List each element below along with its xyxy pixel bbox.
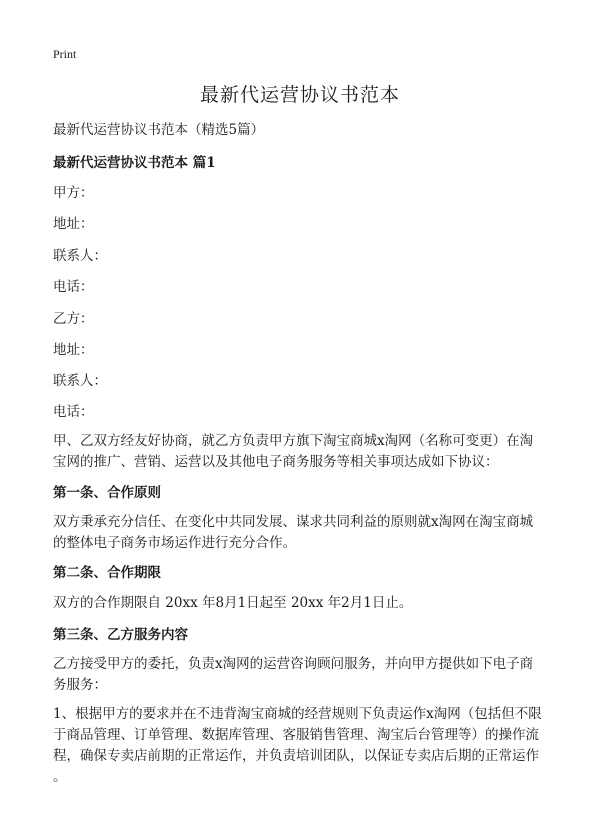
article3-intro-paragraph: [53, 654, 553, 696]
field-contact-b: 联系人：: [53, 373, 107, 389]
field-party-b: 乙方：: [53, 311, 94, 327]
article3-item1-line: 于商品管理、订单管理、数据库管理、客服销售管理、淘宝后台管理等）的操作流: [53, 727, 539, 743]
intro-paragraph: [53, 431, 553, 473]
document-title: 最新代运营协议书范本: [199, 84, 400, 106]
article1-paragraph: [53, 512, 553, 554]
field-phone-b: 电话：: [53, 404, 94, 420]
field-party-a: 甲方：: [53, 185, 94, 201]
article2-paragraph: [53, 593, 553, 614]
article1-line: 的整体电子商务市场运作进行充分合作。: [53, 535, 296, 551]
intro-line: 宝网的推广、营销、运营以及其他电子商务服务等相关事项达成如下协议：: [53, 454, 499, 470]
field-address-b: 地址：: [53, 342, 94, 358]
field-contact-a: 联系人：: [53, 248, 107, 264]
section-heading: 最新代运营协议书范本 篇1: [53, 155, 216, 171]
article3-item1-line: 程，确保专卖店前期的正常运作，并负责培训团队，以保证专卖店后期的正常运作: [53, 748, 539, 764]
document-subtitle: 最新代运营协议书范本（精选5篇）: [53, 122, 265, 138]
article1-heading: 第一条、合作原则: [53, 485, 161, 501]
article3-item1-line: 1、根据甲方的要求并在不违背淘宝商城的经营规则下负责运作x淘网（包括但不限: [53, 706, 542, 722]
article1-line: 双方秉承充分信任、在变化中共同发展、谋求共同利益的原则就x淘网在淘宝商城: [53, 514, 534, 530]
article2-heading: 第二条、合作期限: [53, 565, 161, 581]
print-label: Print: [53, 47, 77, 61]
article3-intro-line: 务服务：: [53, 677, 107, 693]
article2-line: 双方的合作期限自 20xx 年8月1日起至 20xx 年2月1日止。: [53, 595, 413, 611]
field-address-a: 地址：: [53, 216, 94, 232]
article3-intro-line: 乙方接受甲方的委托，负责x淘网的运营咨询顾问服务，并向甲方提供如下电子商: [53, 656, 534, 672]
field-phone-a: 电话：: [53, 279, 94, 295]
article3-item1-paragraph: [53, 704, 553, 788]
article3-item1-line: 。: [53, 769, 67, 785]
intro-line: 甲、乙双方经友好协商，就乙方负责甲方旗下淘宝商城x淘网（名称可变更）在淘: [53, 433, 534, 449]
article3-heading: 第三条、乙方服务内容: [53, 627, 188, 643]
